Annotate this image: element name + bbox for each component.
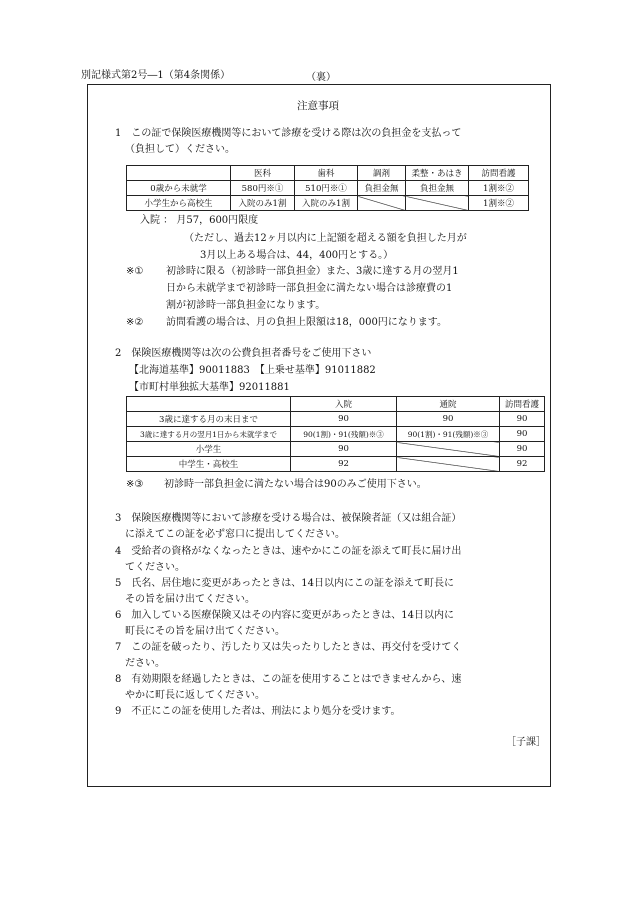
table-cell: 90 — [500, 442, 545, 457]
table-cell: 1割※② — [469, 196, 529, 211]
notice-item-5-line2: その旨を届け出てください。 — [125, 594, 255, 605]
department-label: ［子課］ — [506, 737, 546, 748]
section2-line3: 【市町村単独拡大基準】92011881 — [129, 382, 290, 393]
ref2-text: 訪問看護の場合は、月の負担上限額は18，000円になります。 — [166, 317, 448, 328]
form-number: 別記様式第2号―1（第4条関係） — [81, 70, 231, 81]
table-header-row — [127, 397, 545, 412]
table-header-cell: 調剤 — [358, 166, 406, 181]
table-row — [127, 181, 529, 196]
table-cell-empty — [358, 196, 406, 211]
section1-line2: （負担して）ください。 — [125, 144, 235, 155]
notice-item-7-line1: 7 この証を破ったり、汚したり又は失ったりしたときは、再交付を受けてく — [115, 642, 462, 653]
table-row — [127, 442, 545, 457]
table-cell-empty — [406, 196, 469, 211]
notice-item-3-line2: に添えてこの証を必ず窓口に提出してください。 — [125, 529, 345, 540]
ref3-text: 初診時一部負担金に満たない場合は90のみご使用下さい。 — [164, 479, 427, 490]
inpatient-note-line2: 3月以上ある場合は、44，400円とする。） — [200, 250, 394, 261]
side-label: （裏） — [306, 72, 336, 83]
section2-line1: 2 保険医療機関等は次の公費負担者番号をご使用下さい — [115, 348, 372, 359]
table-cell: 90 — [500, 412, 545, 427]
inpatient-note-line1: （ただし、過去12ヶ月以内に上記額を超える額を負担した月が — [184, 233, 467, 244]
table-cell: 入院のみ1割 — [231, 196, 295, 211]
table-cell-empty — [397, 457, 500, 472]
ref1-line3: 割が初診時一部負担金になります。 — [166, 300, 326, 311]
ref3-mark: ※③ — [126, 479, 144, 490]
table-header-row — [127, 166, 529, 181]
table-cell: 90 — [500, 427, 545, 442]
table-cell: 90(1割)・91(残額)※③ — [291, 427, 397, 442]
table-cell: 0歳から未就学 — [127, 181, 231, 196]
notice-item-9: 9 不正にこの証を使用した者は、刑法により処分を受けます。 — [115, 706, 401, 717]
table-header-cell — [127, 397, 291, 412]
notice-item-3-line1: 3 保険医療機関等において診療を受ける場合は、被保険者証（又は組合証） — [115, 513, 462, 524]
table-cell: 510円※① — [295, 181, 358, 196]
table-cell: 小学生から高校生 — [127, 196, 231, 211]
table-cell: 負担金無 — [358, 181, 406, 196]
ref1-line1: 初診時に限る（初診時一部負担金）また、3歳に達する月の翌月1 — [166, 266, 459, 277]
notice-item-4-line2: てください。 — [125, 562, 185, 573]
section1-line1: 1 この証で保険医療機関等において診療を受ける際は次の負担金を支払って — [115, 128, 462, 139]
section2-line2: 【北海道基準】90011883 【上乗せ基準】91011882 — [129, 365, 376, 376]
table-cell: 1割※② — [469, 181, 529, 196]
page-title: 注意事項 — [297, 100, 339, 112]
inpatient-limit: 入院 ： 月57，600円限度 — [140, 215, 259, 226]
table-cell: 580円※① — [231, 181, 295, 196]
table-header-cell: 柔整・あはき — [406, 166, 469, 181]
table-cell: 90 — [291, 412, 397, 427]
table-cell: 中学生・高校生 — [127, 457, 291, 472]
notice-item-4-line1: 4 受給者の資格がなくなったときは、速やかにこの証を添えて町長に届け出 — [115, 546, 462, 557]
table-row — [127, 196, 529, 211]
table-header-cell: 入院 — [291, 397, 397, 412]
table-cell: 小学生 — [127, 442, 291, 457]
table-header-cell: 医科 — [231, 166, 295, 181]
notice-item-7-line2: ださい。 — [125, 658, 165, 669]
table-row — [127, 427, 545, 442]
table-cell: 90(1割)・91(残額)※③ — [397, 427, 500, 442]
table-header-cell — [127, 166, 231, 181]
ref2-mark: ※② — [126, 317, 144, 328]
table-cell: 90 — [397, 412, 500, 427]
table-row — [127, 412, 545, 427]
ref1-line2: 日から未就学まで初診時一部負担金に満たない場合は診療費の1 — [166, 283, 453, 294]
table-cell: 92 — [500, 457, 545, 472]
table-header-cell: 訪問看護 — [500, 397, 545, 412]
ref1-mark: ※① — [126, 266, 144, 277]
table-cell: 90 — [291, 442, 397, 457]
table-header-cell: 訪問看護 — [469, 166, 529, 181]
table-cell: 負担金無 — [406, 181, 469, 196]
table-header-cell: 通院 — [397, 397, 500, 412]
table-cell-empty — [397, 442, 500, 457]
copay-table — [126, 165, 529, 211]
table-row — [127, 457, 545, 472]
notice-item-8-line2: やかに町長に返してください。 — [125, 690, 265, 701]
notice-item-6-line1: 6 加入している医療保険又はその内容に変更があったときは、14日以内に — [115, 610, 454, 621]
table-cell: 92 — [291, 457, 397, 472]
public-funding-table — [126, 396, 545, 472]
table-cell: 入院のみ1割 — [295, 196, 358, 211]
notice-item-5-line1: 5 氏名、居住地に変更があったときは、14日以内にこの証を添えて町長に — [115, 578, 454, 589]
table-header-cell: 歯科 — [295, 166, 358, 181]
table-cell: 3歳に達する月の翌月1日から未就学まで — [127, 427, 291, 442]
notice-item-6-line2: 町長にその旨を届け出てください。 — [125, 626, 285, 637]
notice-item-8-line1: 8 有効期限を経過したときは、この証を使用することはできませんから、速 — [115, 674, 462, 685]
table-cell: 3歳に達する月の末日まで — [127, 412, 291, 427]
